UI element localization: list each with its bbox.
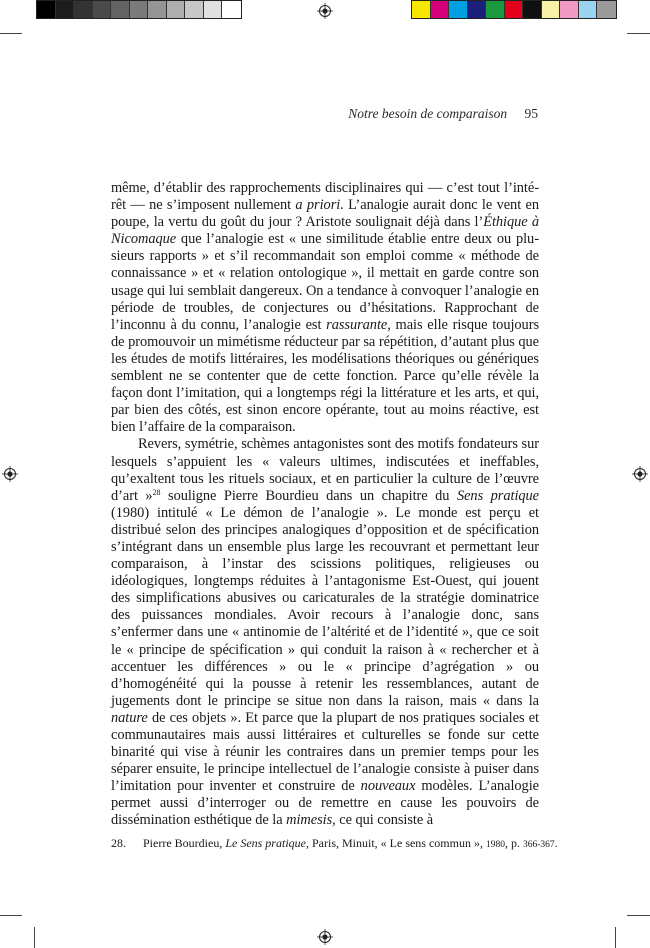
gray-swatch [93, 1, 112, 18]
color-swatch [486, 1, 505, 18]
gray-swatch [185, 1, 204, 18]
gray-swatch [167, 1, 186, 18]
color-swatch [560, 1, 579, 18]
text-segment: même, d’établir des rapprochements disciplinaires qui — c’est tout l’intérêt — ne s’imposent nullement [111, 180, 539, 214]
registration-mark-right-icon [632, 466, 648, 482]
text-segment: rassurante [326, 316, 388, 333]
text-segment: de ces objets ». Et parce que la plupart de nos pratiques sociales et communautaires mais aussi littéraires et culturelles se fonde sur cette binarité qui vise à réunir les contraires dans un premier temps pour les séparer ensuite, le principe intellectuel de l’analogie consiste à puiser dans l’imitation pour inventer et construire de [111, 709, 539, 795]
text-segment: Revers, symétrie, schèmes antagonistes sont des motifs fondateurs sur lesquels s’appuient les « valeurs ultimes, indiscutées et ineffables, qu’exaltent tous les rituels sociaux, et en particulier la culture de l’œuvre d’art » [111, 436, 539, 504]
text-segment: L’analogie aurait donc le vent en poupe, la vertu du goût du jour ? Aristote soulignait déjà dans l’ [111, 197, 539, 231]
gray-swatch [111, 1, 130, 18]
gray-swatch [37, 1, 56, 18]
text-segment: que l’analogie est « une similitude établie entre deux ou plusieurs rapports » et s’il recommandait son emploi comme « méthode de connaissance » et « relation ontologique », il mettait en garde contre son usage qui lui semblait dangereux. On a tendance à convoquer l’analogie en période de troubles, de conjectures ou d’hésitations. Rapprochant de l’inconnu à du connu, l’analogie est [111, 231, 539, 333]
color-swatch [505, 1, 524, 18]
text-segment: a priori. [295, 197, 344, 214]
text-segment: , Paris, Minuit, « Le sens commun », [305, 836, 486, 850]
text-segment: mimesis, [286, 812, 336, 829]
text-segment: Sens pratique [456, 487, 540, 504]
crop-mark-top-left [0, 33, 22, 34]
gray-swatch [204, 1, 223, 18]
text-segment: Le Sens pratique [225, 836, 306, 850]
text-segment: (1980) intitulé « Le démon de l’analogie ». Le monde est perçu et distribué selon des principes analogiques d’opposition et de spécification s’intégrant dans un ensemble plus large les recouvrant et permettant leur comparaison, à l’instar des scissions politiques, religieuses ou idéologiques, longtemps réduites à l’antagonisme Est-Ouest, qui jouent des simplifications abusives ou caricaturales de la stratégie dominatrice des puissances mondiales. Avoir recours à l’analogie donc, sans s’enfermer dans une « antinomie de l’altérité et de l’identité », que ce soit le « principe de spécification » qui conduit la raison à « rechercher et à accentuer les différences » ou le « principe d’agrégation » ou d’homogénéité qui la pousse à retenir les ressemblances, autant de jugements dont le principe se situe non dans la raison, mais « dans la [111, 504, 539, 709]
paragraph [111, 180, 539, 436]
running-head-title: Notre besoin de comparaison [348, 106, 508, 121]
color-swatch [412, 1, 431, 18]
footnote [111, 836, 558, 853]
text-segment: . [554, 836, 558, 850]
registration-mark-left-icon [2, 466, 18, 482]
color-swatch [597, 1, 616, 18]
text-segment: modèles. L’analogie permet aussi d’interroger ou de remettre en cause les pouvoirs de dissémination esthétique de la [111, 778, 539, 829]
crop-mark-bottom-right-vertical [615, 927, 616, 948]
color-swatch [523, 1, 542, 18]
registration-mark-bottom-icon [317, 929, 333, 945]
color-swatch [542, 1, 561, 18]
grayscale-calibration-bar [36, 0, 242, 19]
gray-swatch [130, 1, 149, 18]
gray-swatch [222, 1, 241, 18]
color-swatch [449, 1, 468, 18]
crop-mark-top-right [627, 33, 650, 34]
gray-swatch [148, 1, 167, 18]
footnote-text [143, 836, 558, 850]
footnote-number: 28. [111, 836, 126, 850]
crop-mark-bottom-left-vertical [34, 927, 35, 948]
text-segment: Pierre Bourdieu, [143, 836, 226, 850]
text-segment: 1980 [485, 840, 505, 850]
crop-mark-bottom-right [627, 915, 650, 916]
gray-swatch [56, 1, 75, 18]
color-calibration-bar [411, 0, 617, 19]
text-segment: souligne Pierre Bourdieu dans un chapitre du [160, 487, 457, 504]
text-segment: Éthique à Nicomaque [111, 214, 539, 248]
paragraph [111, 436, 539, 829]
color-swatch [431, 1, 450, 18]
running-head [348, 106, 538, 122]
registration-mark-top-icon [317, 3, 333, 19]
text-segment: , p. [504, 836, 523, 850]
crop-mark-bottom-left [0, 915, 22, 916]
footnote-reference: 28 [152, 487, 161, 497]
body-text [111, 180, 539, 830]
text-segment: nature [111, 709, 148, 726]
text-segment: ce qui consiste à [335, 812, 434, 829]
page-number: 95 [524, 106, 538, 121]
text-segment: nouveaux [360, 778, 416, 795]
gray-swatch [74, 1, 93, 18]
text-segment: , mais elle risque toujours de promouvoir un mimétisme réducteur par sa répétition, d’autant plus que les études de motifs littéraires, les modélisations théoriques ou génériques semblent ne se contenter que de cette fonction. Parce qu’elle révèle la façon dont l’imitation, qui a longtemps régi la littérature et les arts, et qui, par bien des côtés, est sinon encore opérante, tout au moins réactive, est bien l’affaire de la comparaison. [111, 316, 539, 436]
color-swatch [579, 1, 598, 18]
text-segment: 366-367 [522, 840, 555, 850]
color-swatch [468, 1, 487, 18]
